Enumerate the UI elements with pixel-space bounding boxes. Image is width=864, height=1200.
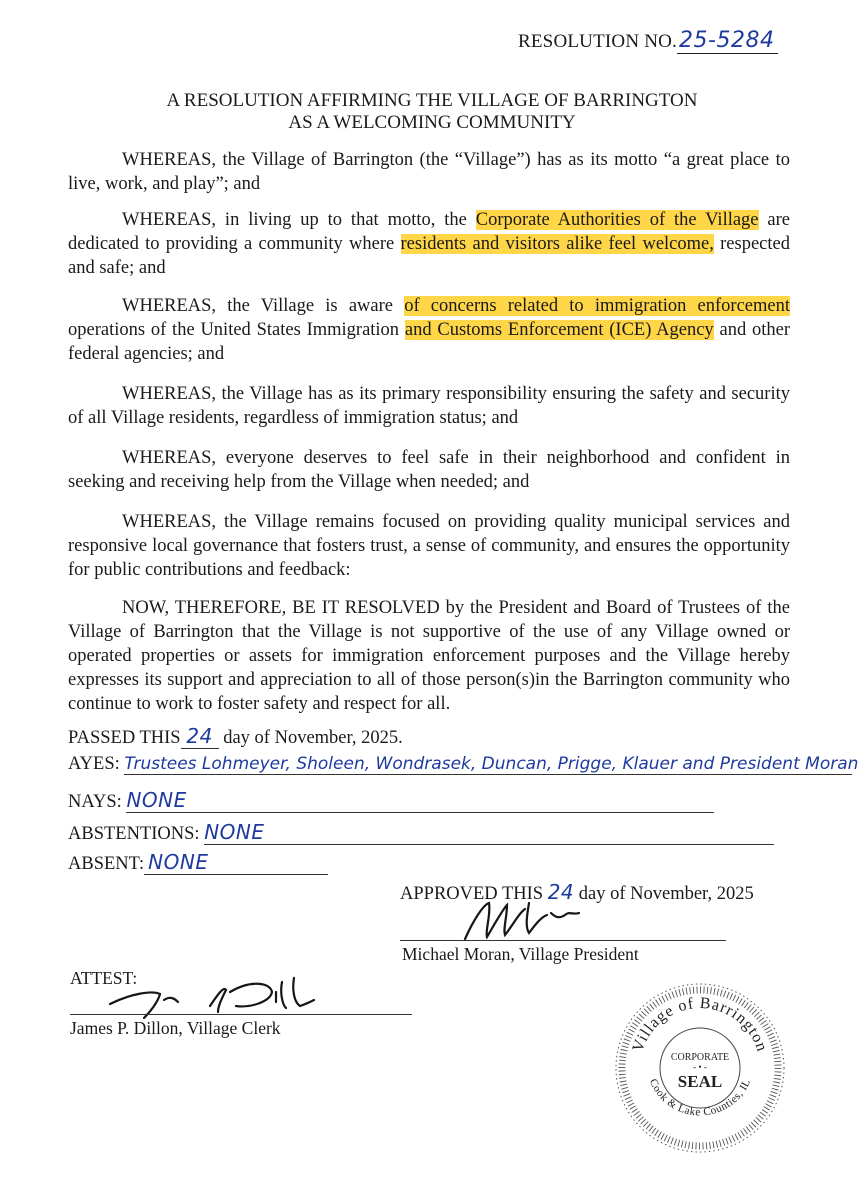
highlight-4: and Customs Enforcement (ICE) Agency — [404, 320, 714, 340]
abstentions-value: NONE — [204, 820, 774, 845]
whereas-paragraph-1: WHEREAS, the Village of Barrington (the “Village”) has as its motto “a great place to live, work, and play”; and — [68, 150, 790, 194]
clerk-signature-line — [70, 1014, 412, 1015]
p3-text-a: WHEREAS, the Village is aware — [122, 296, 405, 316]
president-signature-line — [400, 940, 726, 941]
abstentions-line — [68, 820, 774, 845]
highlight-3: of concerns related to immigration enforcement — [404, 296, 791, 316]
absent-value: NONE — [144, 850, 328, 875]
seal-center-text: SEAL — [677, 1072, 723, 1091]
whereas-paragraph-3 — [68, 294, 790, 366]
whereas-paragraph-2 — [68, 208, 790, 280]
attest-label: ATTEST: — [70, 968, 138, 988]
seal-top-text: Village of Barrington — [629, 994, 771, 1055]
document-title — [0, 90, 864, 134]
village-corporate-seal — [612, 980, 788, 1156]
absent-line — [68, 850, 328, 875]
nays-value: NONE — [126, 788, 714, 813]
whereas-paragraph-4: WHEREAS, the Village has as its primary responsibility ensuring the safety and security of all Village residents, regardless of immigration status; and — [68, 384, 790, 428]
p2-text-a: WHEREAS, in living up to that motto, the — [122, 210, 476, 230]
highlight-1: Corporate Authorities of the Village — [475, 210, 759, 230]
title-line-2: AS A WELCOMING COMMUNITY — [288, 112, 576, 133]
seal-bottom-text: Cook & Lake Counties, IL — [646, 1077, 754, 1119]
ayes-line — [68, 754, 859, 775]
title-line-1: A RESOLUTION AFFIRMING THE VILLAGE OF BARRINGTON — [166, 90, 698, 111]
approved-day: 24 — [547, 880, 575, 904]
seal-center-label: CORPORATE — [670, 1052, 730, 1063]
passed-suffix: day of November, 2025. — [218, 728, 403, 748]
nays-line — [68, 788, 714, 813]
p3-text-c: and other federal agencies; and — [68, 320, 790, 364]
resolved-paragraph: NOW, THEREFORE, BE IT RESOLVED by the President and Board of Trustees of the Village of Barrington that the Village is not supportive of the use of any Village owned or operated properties or assets for immigration enforcement purposes and the Village hereby expresses its support and appreciation to all of those person(s)in the Barrington community who continue to work to foster safety and respect for all. — [68, 598, 790, 714]
whereas-paragraph-5: WHEREAS, everyone deserves to feel safe in their neighborhood and confident in seeking and receiving help from the Village when needed; and — [68, 448, 790, 492]
ayes-label: AYES: — [68, 754, 120, 774]
resolution-number-line — [518, 28, 778, 53]
resolution-label: RESOLUTION NO. — [518, 31, 678, 52]
ayes-value: Trustees Lohmeyer, Sholeen, Wondrasek, Duncan, Prigge, Klauer and President Moran — [124, 754, 859, 774]
resolution-number: 25-5284 — [677, 28, 778, 54]
svg-text:- • -: - • - — [693, 1062, 707, 1072]
clerk-name: James P. Dillon, Village Clerk — [70, 1018, 281, 1038]
president-signature — [455, 895, 605, 945]
abstentions-label: ABSTENTIONS: — [68, 824, 200, 844]
passed-label: PASSED THIS — [68, 728, 181, 748]
president-name: Michael Moran, Village President — [402, 944, 639, 964]
p2-text-b: are dedicated to providing a community where — [68, 210, 791, 254]
clerk-signature — [100, 972, 320, 1024]
approved-label: APPROVED THIS — [400, 884, 544, 904]
p2-text-c: respected and safe; and — [68, 234, 790, 278]
absent-label: ABSENT: — [68, 854, 145, 874]
highlight-2: residents and visitors alike feel welcome, — [400, 234, 714, 254]
nays-label: NAYS: — [68, 792, 122, 812]
whereas-paragraph-6: WHEREAS, the Village remains focused on providing quality municipal services and responsive local governance that fosters trust, a sense of community, and ensures the opportunity for public contributions and feedback: — [68, 512, 790, 580]
approved-suffix: day of November, 2025 — [574, 884, 754, 904]
p3-text-b: operations of the United States Immigration — [68, 320, 405, 340]
passed-line — [68, 724, 403, 749]
passed-day: 24 — [181, 724, 219, 749]
